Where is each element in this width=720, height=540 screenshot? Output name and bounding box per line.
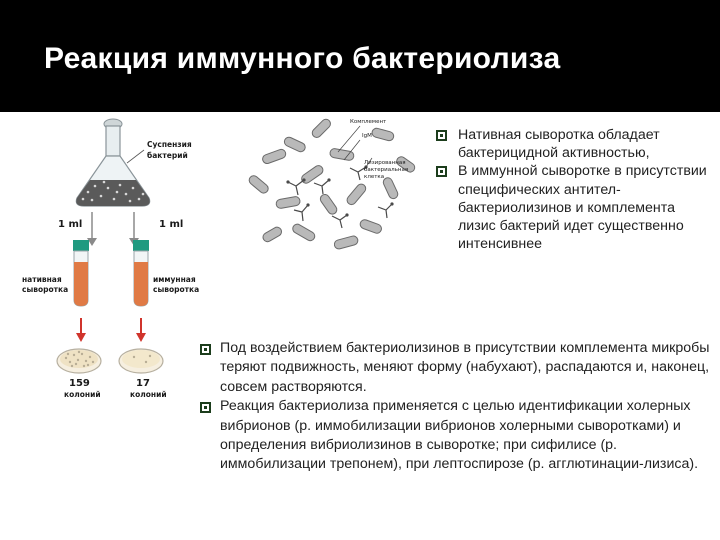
flask-label: Суспензия бактерий bbox=[147, 140, 192, 160]
square-bullet-icon bbox=[200, 344, 211, 355]
immune-serum-tube-icon bbox=[133, 240, 149, 306]
immune-serum-label: иммунная сыворотка bbox=[153, 275, 200, 294]
legend-lysed-cell: Лизированная бактериальная клетка bbox=[364, 160, 409, 180]
top-bullet-list bbox=[436, 126, 712, 253]
native-serum-tube-icon bbox=[73, 240, 89, 306]
dose-left-label: 1 ml bbox=[58, 219, 83, 230]
dose-right-label: 1 ml bbox=[159, 219, 184, 230]
lysis-micrograph bbox=[220, 112, 450, 272]
square-bullet-icon bbox=[200, 402, 211, 413]
square-bullet-icon bbox=[436, 130, 447, 141]
bullet-text: В иммунной сыворотке в присутствии специфических антител-бактериолизинов и комплемента лизис бактерий идет существенно интенсивнее bbox=[458, 163, 707, 253]
bacteria-cluster-icon bbox=[247, 117, 416, 250]
list-item bbox=[436, 126, 712, 162]
petri-dish-immune-icon bbox=[119, 349, 163, 373]
flask-icon bbox=[76, 119, 149, 206]
legend-complement: Комплемент bbox=[350, 119, 387, 125]
bullet-text: Реакция бактериолиза применяется с целью идентификации холерных вибрионов (р. иммобилизации вибрионов холерными сыворотками) и определения вибриолизинов в сыворотке; при сифилисе (р. иммобилизации трепонем), при лептоспирозе (р. агглютинации-лизиса). bbox=[220, 398, 699, 473]
colonies-left-word: колоний bbox=[64, 390, 101, 399]
title-bar bbox=[0, 0, 720, 112]
colonies-right-count: 17 bbox=[136, 378, 150, 389]
list-item bbox=[200, 397, 715, 475]
slide-title: Реакция иммунного бактериолиза bbox=[44, 42, 561, 75]
list-item bbox=[200, 339, 715, 397]
bottom-bullet-list bbox=[200, 339, 715, 475]
bullet-text: Под воздействием бактериолизинов в присутствии комплемента микробы теряют подвижность, меняют форму (набухают), распадаются и, наконец, совсем растворяются. bbox=[220, 340, 710, 395]
list-item bbox=[436, 162, 712, 253]
bullet-text: Нативная сыворотка обладает бактерицидной активностью, bbox=[458, 127, 660, 162]
colonies-right-word: колоний bbox=[130, 390, 167, 399]
petri-dish-native-icon bbox=[57, 349, 101, 373]
square-bullet-icon bbox=[436, 166, 447, 177]
legend-igm: IgM bbox=[362, 133, 372, 139]
colonies-left-count: 159 bbox=[69, 378, 90, 389]
native-serum-label: нативная сыворотка bbox=[22, 275, 69, 294]
